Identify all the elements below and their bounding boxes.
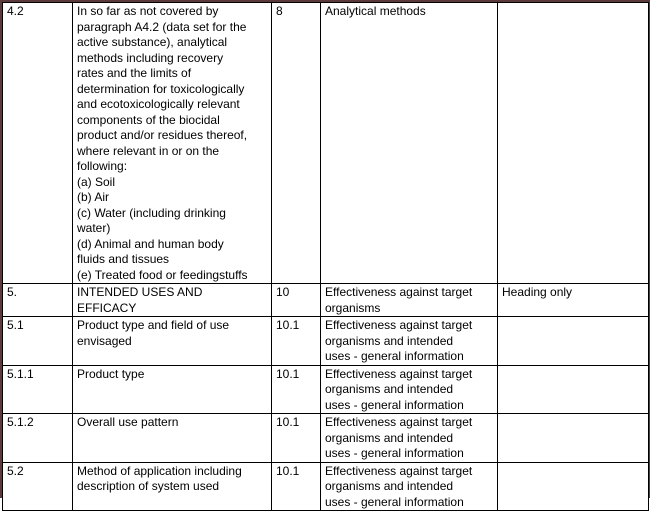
reference-number-cell: 10.1	[272, 317, 321, 366]
section-number-cell: 5.	[3, 284, 73, 317]
table-row	[3, 317, 649, 366]
reference-title-cell: Effectiveness against target organisms and intended uses - general information	[321, 414, 498, 463]
section-number-cell: 5.1.2	[3, 414, 73, 463]
reference-title-cell: Effectiveness against target organisms and intended uses - general information	[321, 462, 498, 511]
table-row	[3, 284, 649, 317]
table-row	[3, 414, 649, 463]
reference-number-cell: 10	[272, 284, 321, 317]
reference-title-cell: Effectiveness against target organisms	[321, 284, 498, 317]
note-cell	[498, 365, 649, 414]
note-cell	[498, 462, 649, 511]
reference-title-cell: Analytical methods	[321, 3, 498, 284]
section-number-cell: 5.1.1	[3, 365, 73, 414]
note-cell: Heading only	[498, 284, 649, 317]
section-number-cell: 4.2	[3, 3, 73, 284]
requirement-description-cell: Product type and field of use envisaged	[73, 317, 272, 366]
section-number-cell: 5.2	[3, 462, 73, 511]
requirement-description-cell: Overall use pattern	[73, 414, 272, 463]
requirement-description-cell: Method of application including description of system used	[73, 462, 272, 511]
table-row	[3, 462, 649, 511]
reference-number-cell: 10.1	[272, 414, 321, 463]
reference-number-cell: 8	[272, 3, 321, 284]
requirement-description-cell: Product type	[73, 365, 272, 414]
note-cell	[498, 3, 649, 284]
reference-title-cell: Effectiveness against target organisms and intended uses - general information	[321, 365, 498, 414]
requirements-table	[2, 2, 649, 511]
requirement-description-cell: INTENDED USES AND EFFICACY	[73, 284, 272, 317]
requirement-description-cell: In so far as not covered by paragraph A4.2 (data set for the active substance), analytical methods including recovery rates and the limits of determination for toxicologically and ecotoxicologically relevant components of the biocidal product and/or residues thereof, where relevant in or on the following: (a) Soil (b) Air (c) Water (including drinking water) (d) Animal and human body fluids and tissues (e) Treated food or feedingstuffs	[73, 3, 272, 284]
note-cell	[498, 414, 649, 463]
table-row	[3, 3, 649, 284]
reference-number-cell: 10.1	[272, 365, 321, 414]
note-cell	[498, 317, 649, 366]
section-number-cell: 5.1	[3, 317, 73, 366]
table-row	[3, 365, 649, 414]
reference-number-cell: 10.1	[272, 462, 321, 511]
reference-title-cell: Effectiveness against target organisms and intended uses - general information	[321, 317, 498, 366]
